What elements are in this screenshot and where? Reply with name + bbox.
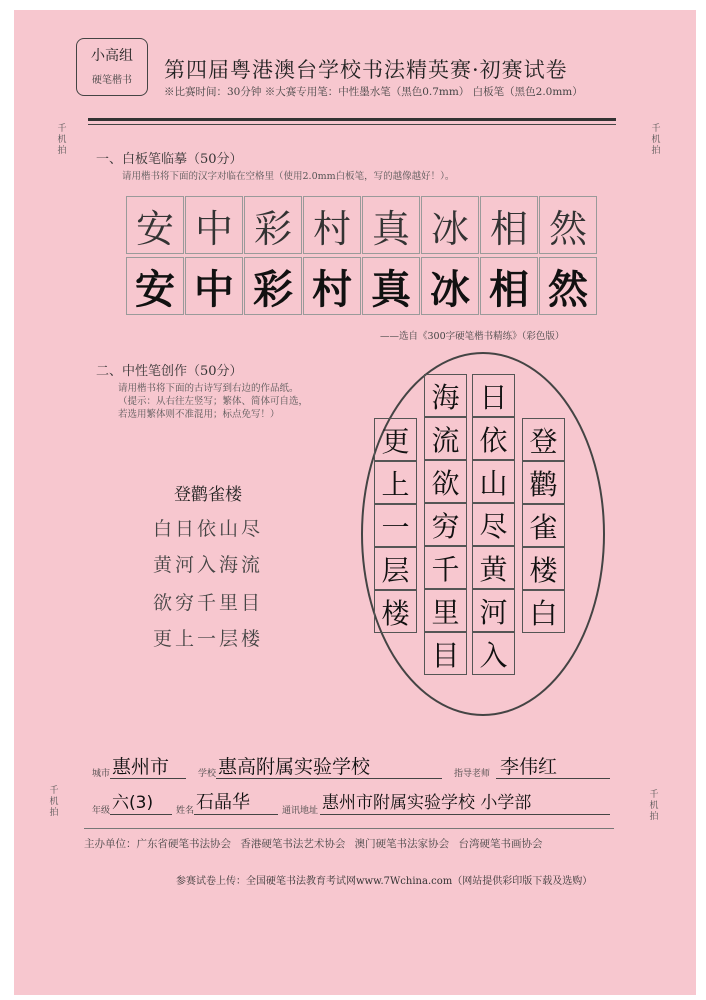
- copied-char: 中: [185, 257, 243, 315]
- section2-heading: 二、中性笔创作（50分）: [96, 364, 243, 379]
- written-char: 黄: [472, 546, 515, 589]
- written-char: 穷: [424, 503, 467, 546]
- written-char: 登: [522, 418, 565, 461]
- copy-row: [126, 257, 598, 315]
- organizers: 主办单位：广东省硬笔书法协会 香港硬笔书法艺术协会 澳门硬笔书法家协会 台湾硬笔书画协会: [84, 838, 543, 850]
- teacher-value: 李伟红: [500, 756, 558, 778]
- written-char: 流: [424, 417, 467, 460]
- written-char: 山: [472, 460, 515, 503]
- side-label-top-left: 千机拍: [57, 124, 67, 156]
- copied-char: 真: [362, 257, 420, 315]
- model-char: 彩: [244, 196, 302, 254]
- written-char: 里: [424, 589, 467, 632]
- poem-line: 黄河入海流: [152, 554, 263, 576]
- written-char: 千: [424, 546, 467, 589]
- model-char: 然: [539, 196, 597, 254]
- poem-title: 登鹳雀楼: [174, 485, 242, 505]
- footer-divider: [84, 828, 614, 829]
- written-char: 雀: [522, 504, 565, 547]
- teacher-label: 指导老师: [454, 769, 491, 779]
- copied-char: 村: [303, 257, 361, 315]
- grade-value: 六(3): [112, 793, 154, 813]
- written-char: 更: [374, 418, 417, 461]
- school-value: 惠高附属实验学校: [218, 756, 371, 778]
- model-char: 安: [126, 196, 184, 254]
- model-char: 村: [303, 196, 361, 254]
- school-label: 学校: [198, 769, 217, 779]
- model-char: 中: [185, 196, 243, 254]
- header-rule-thin: [88, 124, 616, 125]
- exam-subtitle: ※比赛时间：30分钟 ※大赛专用笔：中性墨水笔（黑色0.7mm） 白板笔（黑色2.0mm）: [164, 86, 583, 98]
- upload-note: 参赛试卷上传：全国硬笔书法教育考试网www.7Wchina.com（网站提供彩印版下载及选购）: [176, 876, 593, 887]
- written-char: 目: [424, 632, 467, 675]
- header-rule: [88, 118, 616, 121]
- written-char: 日: [472, 374, 515, 417]
- section2-instruction-3: 若选用繁体则不准混用；标点免写！）: [118, 409, 280, 420]
- copied-char: 冰: [421, 257, 479, 315]
- copied-char: 彩: [244, 257, 302, 315]
- model-row: [126, 196, 598, 254]
- address-underline: [320, 814, 610, 815]
- school-underline: [216, 778, 442, 779]
- city-label: 城市: [92, 769, 111, 779]
- section2-instruction-2: （提示：从右往左竖写；繁体、简体可自选，: [118, 396, 309, 407]
- written-char: 鹳: [522, 461, 565, 504]
- name-label: 姓名: [176, 806, 195, 816]
- poem-line: 欲穷千里目: [152, 592, 263, 614]
- teacher-underline: [496, 778, 610, 779]
- grade-label: 年级: [92, 806, 111, 816]
- section1-heading: 一、白板笔临摹（50分）: [96, 152, 243, 167]
- address-label: 通讯地址: [282, 806, 319, 816]
- written-char: 上: [374, 461, 417, 504]
- group-badge: [76, 38, 148, 96]
- grid-column: [522, 418, 565, 633]
- written-char: 入: [472, 632, 515, 675]
- model-char: 相: [480, 196, 538, 254]
- badge-sub: 硬笔楷书: [92, 75, 132, 86]
- written-char: 海: [424, 374, 467, 417]
- city-underline: [110, 778, 186, 779]
- written-char: 河: [472, 589, 515, 632]
- name-underline: [194, 814, 278, 815]
- side-label-bottom-right: 千机拍: [649, 790, 659, 822]
- copied-char: 相: [480, 257, 538, 315]
- written-char: 楼: [522, 547, 565, 590]
- written-char: 依: [472, 417, 515, 460]
- poem-line: 更上一层楼: [152, 628, 263, 650]
- address-value: 惠州市附属实验学校 小学部: [322, 793, 532, 813]
- grid-column: [374, 418, 417, 633]
- model-char: 真: [362, 196, 420, 254]
- side-label-bottom-left: 千机拍: [49, 786, 59, 818]
- exam-title: 第四届粤港澳台学校书法精英赛·初赛试卷: [164, 58, 568, 82]
- grid-column: [424, 374, 467, 675]
- side-label-top-right: 千机拍: [651, 124, 661, 156]
- written-char: 一: [374, 504, 417, 547]
- grid-column: [472, 374, 515, 675]
- source-note: ——选自《300字硬笔楷书精练》（彩色版）: [380, 331, 565, 342]
- grade-underline: [110, 814, 172, 815]
- written-char: 欲: [424, 460, 467, 503]
- model-char: 冰: [421, 196, 479, 254]
- badge-group: 小高组: [91, 48, 133, 64]
- name-value: 石晶华: [196, 792, 250, 813]
- poem-line: 白日依山尽: [152, 518, 263, 540]
- section2-instruction-1: 请用楷书将下面的古诗写到右边的作品纸。: [118, 383, 299, 394]
- section1-instruction: 请用楷书将下面的汉字对临在空格里（使用2.0mm白板笔，写的越像越好！）。: [122, 171, 455, 182]
- copied-char: 然: [539, 257, 597, 315]
- city-value: 惠州市: [112, 756, 170, 778]
- written-char: 白: [522, 590, 565, 633]
- written-char: 尽: [472, 503, 515, 546]
- written-char: 层: [374, 547, 417, 590]
- copied-char: 安: [126, 257, 184, 315]
- written-char: 楼: [374, 590, 417, 633]
